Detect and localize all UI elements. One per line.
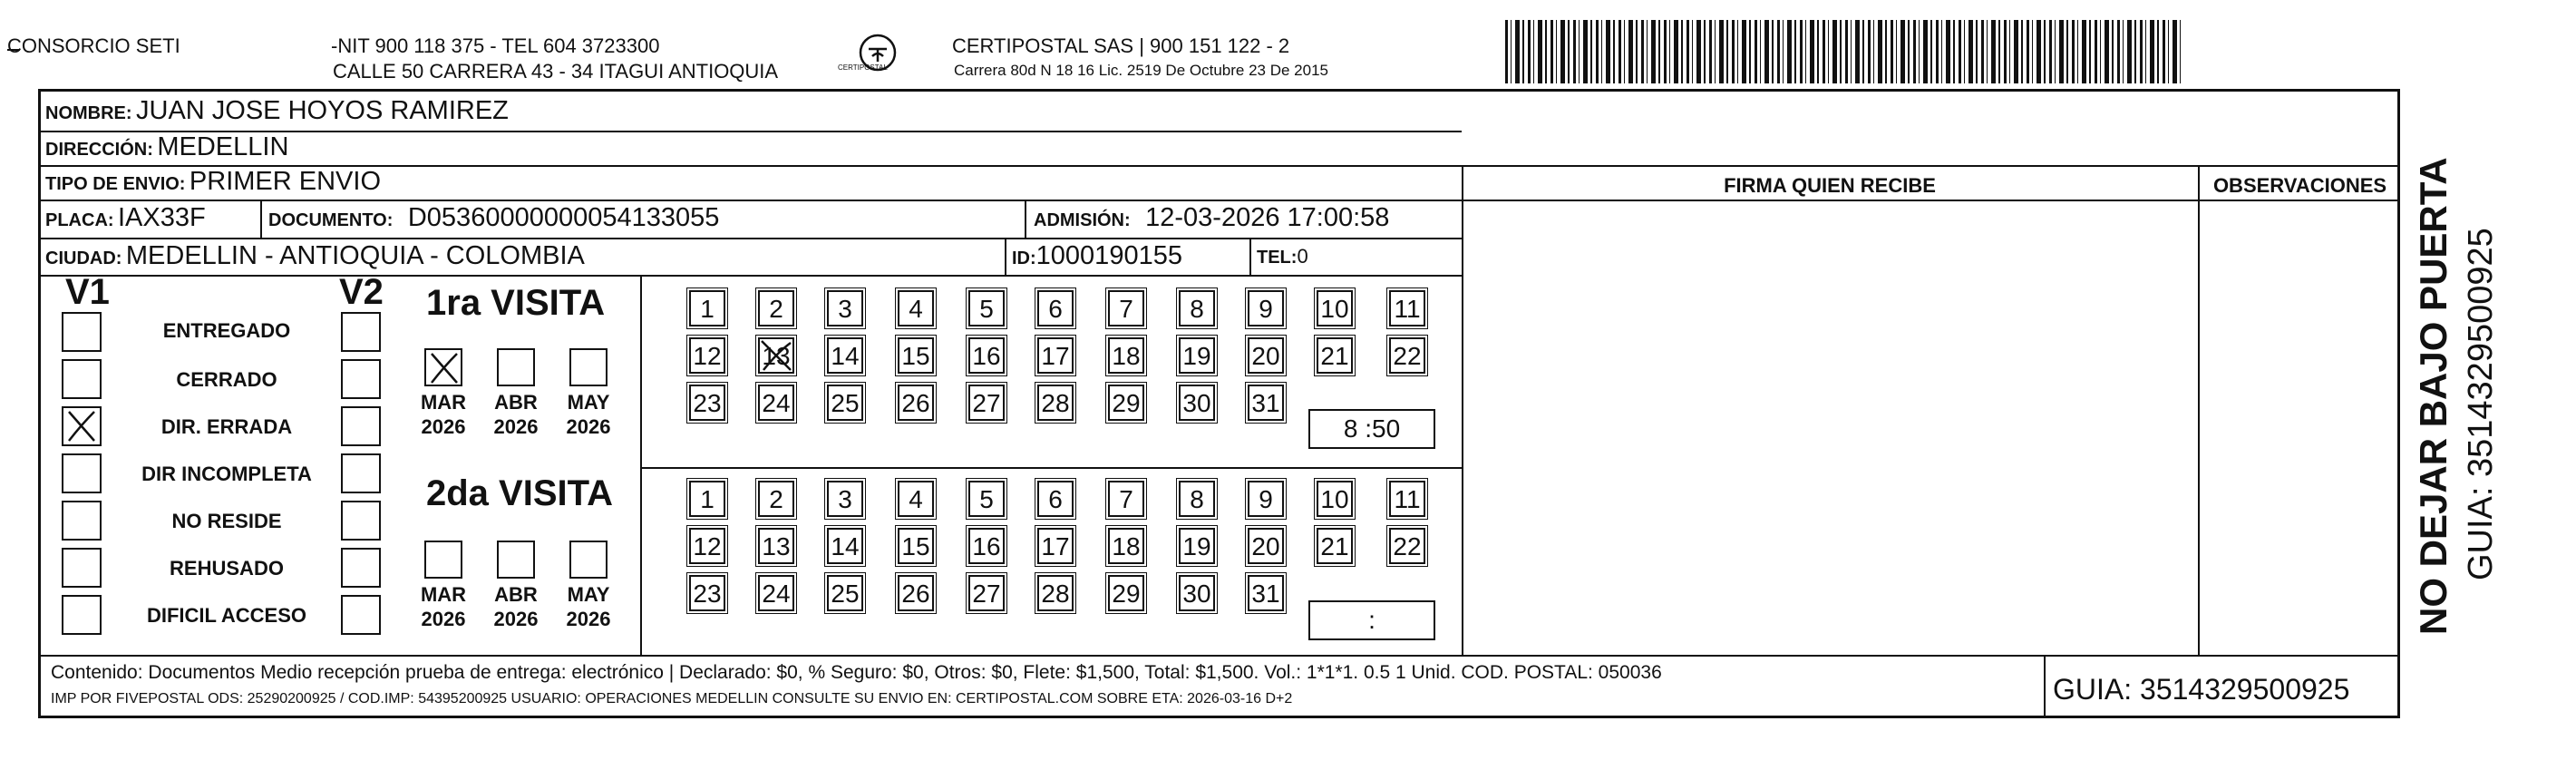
- month-label: [560, 390, 617, 439]
- day-box[interactable]: 31: [1248, 385, 1284, 421]
- month-name: MAR: [420, 583, 467, 606]
- id-value: 1000190155: [1035, 241, 1182, 270]
- month-label: [415, 390, 471, 439]
- observations-area[interactable]: [2202, 201, 2399, 653]
- day-box[interactable]: 19: [1179, 337, 1215, 374]
- month-name: MAY: [567, 583, 610, 606]
- day-box[interactable]: 2: [758, 290, 794, 326]
- imp-text: IMP POR FIVEPOSTAL ODS: 25290200925 / COD.IMP: 54395200925 USUARIO: OPERACIONES MEDELLIN CONSULTE SU ENVIO EN: CERTIPOSTAL.COM SOBRE ETA: 2026-03-16 D+2: [51, 691, 1293, 706]
- month-label: [488, 390, 544, 439]
- day-mark: [758, 337, 794, 374]
- month-checkbox[interactable]: [424, 348, 462, 386]
- day-box[interactable]: 4: [898, 290, 934, 326]
- placa-label: PLACA:: [45, 210, 114, 230]
- visit2-title: 2da VISITA: [426, 473, 613, 513]
- day-box[interactable]: 27: [968, 575, 1005, 611]
- day-box[interactable]: 25: [827, 575, 863, 611]
- v1-checkbox[interactable]: [62, 312, 102, 352]
- month-year: 2026: [566, 415, 611, 438]
- month-year: 2026: [566, 608, 611, 630]
- day-box[interactable]: 12: [689, 337, 725, 374]
- tel-label: TEL:: [1257, 248, 1298, 268]
- col-rule: [2198, 165, 2200, 655]
- tel-value: 0: [1297, 245, 1308, 268]
- v2-checkbox[interactable]: [341, 406, 381, 446]
- day-box[interactable]: 13: [758, 528, 794, 564]
- day-box[interactable]: 15: [898, 528, 934, 564]
- row-rule: [38, 165, 2400, 167]
- day-box[interactable]: 1: [689, 290, 725, 326]
- reason-label: REHUSADO: [170, 557, 284, 580]
- col-rule: [2044, 655, 2046, 718]
- day-box[interactable]: 10: [1317, 290, 1353, 326]
- day-box[interactable]: 27: [968, 385, 1005, 421]
- firma-header: FIRMA QUIEN RECIBE: [1724, 174, 1936, 197]
- v2-checkbox[interactable]: [341, 359, 381, 399]
- ciudad-value: MEDELLIN - ANTIOQUIA - COLOMBIA: [125, 241, 585, 270]
- v1-checkbox[interactable]: [62, 406, 102, 446]
- documento-value: D05360000000054133055: [407, 203, 720, 232]
- side-warning: NO DEJAR BAJO PUERTA: [2412, 157, 2454, 635]
- day-box[interactable]: 7: [1108, 290, 1144, 326]
- day-box[interactable]: 1: [689, 481, 725, 517]
- day-box[interactable]: 6: [1037, 290, 1074, 326]
- col-rule: [640, 275, 642, 655]
- visit1-time[interactable]: 8 :50: [1308, 409, 1435, 449]
- v2-checkbox[interactable]: [341, 312, 381, 352]
- v2-header: V2: [339, 272, 384, 312]
- day-box[interactable]: 16: [968, 337, 1005, 374]
- month-year: 2026: [493, 415, 539, 438]
- day-box[interactable]: 7: [1108, 481, 1144, 517]
- side-guia: GUIA: 3514329500925: [2462, 228, 2500, 580]
- day-box[interactable]: 25: [827, 385, 863, 421]
- reason-label: CERRADO: [176, 368, 277, 391]
- admision-value: 12-03-2026 17:00:58: [1145, 203, 1390, 232]
- month-name: MAR: [420, 391, 467, 414]
- row-rule: [38, 275, 1462, 277]
- day-box[interactable]: 21: [1317, 337, 1353, 374]
- v1-checkbox[interactable]: [62, 453, 102, 493]
- day-box[interactable]: 22: [1389, 528, 1425, 564]
- month-label: [415, 582, 471, 631]
- day-box[interactable]: 18: [1108, 337, 1144, 374]
- day-box[interactable]: 10: [1317, 481, 1353, 517]
- certipostal-address: Carrera 80d N 18 16 Lic. 2519 De Octubre 23 De 2015: [954, 62, 1328, 79]
- company-address: CALLE 50 CARRERA 43 - 34 ITAGUI ANTIOQUIA: [333, 60, 779, 83]
- day-box[interactable]: 23: [689, 385, 725, 421]
- month-checkbox[interactable]: [424, 541, 462, 579]
- day-box[interactable]: 18: [1108, 528, 1144, 564]
- visit1-title: 1ra VISITA: [426, 283, 606, 323]
- day-box[interactable]: 30: [1179, 575, 1215, 611]
- header-dash: [7, 49, 20, 51]
- v2-checkbox[interactable]: [341, 501, 381, 541]
- certipostal-name: CERTIPOSTAL SAS | 900 151 122 - 2: [952, 34, 1290, 57]
- v1-header: V1: [65, 272, 110, 312]
- day-box[interactable]: 15: [898, 337, 934, 374]
- col-rule: [260, 200, 262, 238]
- day-box[interactable]: 24: [758, 385, 794, 421]
- day-box[interactable]: 26: [898, 575, 934, 611]
- day-box[interactable]: 14: [827, 337, 863, 374]
- day-box[interactable]: 3: [827, 290, 863, 326]
- row-rule: [38, 655, 2400, 657]
- day-box[interactable]: 5: [968, 481, 1005, 517]
- tipo-envio-value: PRIMER ENVIO: [189, 167, 382, 196]
- nombre-value: JUAN JOSE HOYOS RAMIREZ: [136, 96, 509, 125]
- month-checkbox[interactable]: [569, 541, 608, 579]
- reason-label: DIFICIL ACCESO: [146, 604, 306, 627]
- month-year: 2026: [493, 608, 539, 630]
- v1-checkbox[interactable]: [62, 595, 102, 635]
- day-box[interactable]: 20: [1248, 337, 1284, 374]
- month-name: ABR: [494, 583, 538, 606]
- day-box[interactable]: 20: [1248, 528, 1284, 564]
- col-rule: [1025, 200, 1026, 238]
- day-box[interactable]: 14: [827, 528, 863, 564]
- ciudad-label: CIUDAD:: [45, 248, 122, 268]
- day-box[interactable]: 16: [968, 528, 1005, 564]
- observaciones-header: OBSERVACIONES: [2212, 174, 2387, 197]
- v2-checkbox[interactable]: [341, 453, 381, 493]
- day-box[interactable]: 13: [758, 337, 794, 374]
- v2-checkbox[interactable]: [341, 548, 381, 588]
- day-box[interactable]: 28: [1037, 385, 1074, 421]
- v1-checkbox[interactable]: [62, 359, 102, 399]
- day-box[interactable]: 28: [1037, 575, 1074, 611]
- day-box[interactable]: 19: [1179, 528, 1215, 564]
- day-box[interactable]: 5: [968, 290, 1005, 326]
- day-box[interactable]: 4: [898, 481, 934, 517]
- month-checkbox[interactable]: [569, 348, 608, 386]
- month-year: 2026: [421, 608, 466, 630]
- v1-checkbox[interactable]: [62, 501, 102, 541]
- month-label: [488, 582, 544, 631]
- month-checkbox[interactable]: [497, 348, 535, 386]
- month-checkbox[interactable]: [497, 541, 535, 579]
- v2-checkbox[interactable]: [341, 595, 381, 635]
- company-name: CONSORCIO SETI: [7, 34, 180, 57]
- day-box[interactable]: 31: [1248, 575, 1284, 611]
- documento-label: DOCUMENTO:: [268, 210, 394, 230]
- day-box[interactable]: 9: [1248, 290, 1284, 326]
- col-rule: [1005, 238, 1006, 275]
- day-box[interactable]: 9: [1248, 481, 1284, 517]
- day-box[interactable]: 29: [1108, 575, 1144, 611]
- month-name: ABR: [494, 391, 538, 414]
- reason-label: ENTREGADO: [162, 319, 291, 342]
- direccion-label: DIRECCIÓN:: [45, 140, 153, 160]
- day-box[interactable]: 17: [1037, 337, 1074, 374]
- month-name: MAY: [567, 391, 610, 414]
- tipo-envio-label: TIPO DE ENVIO:: [45, 174, 186, 194]
- day-box[interactable]: 3: [827, 481, 863, 517]
- id-label: ID:: [1012, 248, 1036, 268]
- reason-label: DIR INCOMPLETA: [141, 463, 312, 485]
- admision-label: ADMISIÓN:: [1034, 210, 1131, 230]
- barcode: [1505, 20, 2181, 83]
- day-box[interactable]: 22: [1389, 337, 1425, 374]
- logo-caption: CERTIPOSTAL: [838, 63, 888, 72]
- direccion-value: MEDELLIN: [157, 132, 289, 161]
- day-box[interactable]: 8: [1179, 481, 1215, 517]
- day-box[interactable]: 8: [1179, 290, 1215, 326]
- day-box[interactable]: 11: [1389, 481, 1425, 517]
- day-box[interactable]: 17: [1037, 528, 1074, 564]
- nombre-label: NOMBRE:: [45, 103, 132, 123]
- col-rule: [1249, 238, 1251, 275]
- day-box[interactable]: 6: [1037, 481, 1074, 517]
- day-box[interactable]: 11: [1389, 290, 1425, 326]
- contenido-text: Contenido: Documentos Medio recepción prueba de entrega: electrónico | Declarado: $0, % Seguro: $0, Otros: $0, Flete: $1,500, Total: $1,500. Vol.: 1*1*1. 0.5 1 Unid. COD. POSTAL: 050036: [51, 662, 1662, 683]
- v1-checkbox[interactable]: [62, 548, 102, 588]
- day-box[interactable]: 24: [758, 575, 794, 611]
- signature-area[interactable]: [1463, 201, 2196, 653]
- day-box[interactable]: 21: [1317, 528, 1353, 564]
- day-box[interactable]: 30: [1179, 385, 1215, 421]
- reason-label: DIR. ERRADA: [160, 415, 293, 438]
- nit-tel: -NIT 900 118 375 - TEL 604 3723300: [331, 34, 660, 57]
- day-box[interactable]: 23: [689, 575, 725, 611]
- day-box[interactable]: 12: [689, 528, 725, 564]
- day-box[interactable]: 26: [898, 385, 934, 421]
- visit2-time[interactable]: :: [1308, 600, 1435, 640]
- row-rule: [38, 238, 1462, 239]
- footer-guia: GUIA: 3514329500925: [2053, 673, 2350, 706]
- month-label: [560, 582, 617, 631]
- day-box[interactable]: 29: [1108, 385, 1144, 421]
- placa-value: IAX33F: [118, 203, 206, 232]
- row-rule: [640, 467, 1462, 469]
- reason-label: NO RESIDE: [171, 510, 282, 532]
- month-year: 2026: [421, 415, 466, 438]
- day-box[interactable]: 2: [758, 481, 794, 517]
